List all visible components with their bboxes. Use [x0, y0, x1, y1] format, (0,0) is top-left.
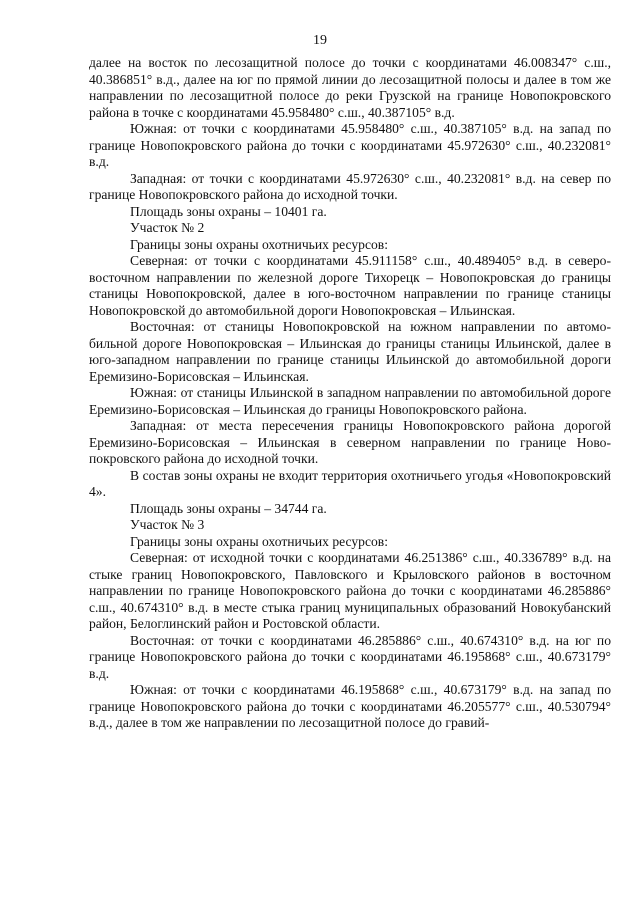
- paragraph-area-2: Площадь зоны охраны – 34744 га.: [130, 500, 327, 516]
- paragraph-south-boundary-2: Южная: от станицы Ильинской в западном направлении по автомобильной дороге Еремизино-Борисовская – Ильинская до границы Новопокровского района.: [89, 385, 611, 417]
- paragraph-boundaries-title-2: Границы зоны охраны охотничьих ресурсов:: [130, 236, 388, 252]
- paragraph-east-boundary-3: Восточная: от точки с координатами 46.285886° с.ш., 40.674310° в.д. на юг по границе Новопокровского района до точки с координатами 46.195868° с.ш., 40.673179° в.д.: [89, 632, 611, 681]
- paragraph-west-boundary-1: Западная: от точки с координатами 45.972630° с.ш., 40.232081° в.д. на север по границе Новопокровского района до исходной точки.: [89, 170, 611, 202]
- paragraph-exclusion-2: В состав зоны охраны не входит территория охотничьего угодья «Новопокровский 4».: [89, 467, 611, 499]
- section-heading-plot-2: Участок № 2: [130, 220, 205, 235]
- paragraph-continuation: далее на восток по лесозащитной полосе до точки с координатами 46.008347° с.ш., 40.386851° в.д., далее на юг по прямой линии до лесозащитной полосы и далее в том же направлении по лесозащитной полосе до реки Грузской на границе Новопокровского района в точке с координатами 45.958480° с.ш., 40.387105° в.д.: [89, 55, 611, 120]
- paragraph-south-boundary-1: Южная: от точки с координатами 45.958480° с.ш., 40.387105° в.д. на запад по границе Новопокровского района до точки с координатами 45.972630° с.ш., 40.232081° в.д.: [89, 121, 611, 169]
- paragraph-north-boundary-3: Северная: от исходной точки с координатами 46.251386° с.ш., 40.336789° в.д. на стыке границ Новопокровского, Павловского и Крыловского районов в восточном направлении по границе Новопокровского района до точки с координатами 46.285886° с.ш., 40.674310° в.д. в месте стыка границ муниципальных образований Новокубанский район, Белоглинский район и Ростовской области.: [89, 550, 611, 631]
- paragraph-east-boundary-2: Восточная: от станицы Новопокровской на южном направлении по автомобильной дороге Новопокровская – Ильинская до границы станицы Ильинской, далее в юго-западном направлении по границе станицы Ильинской до автомобильной дороги Еремизино-Борисовская – Ильинская.: [89, 319, 611, 384]
- paragraph-west-boundary-2: Западная: от места пересечения границы Новопокровского района дорогой Еремизино-Борисовская – Ильинская в северном направлении по границе Новопокровского района до исходной точки.: [89, 418, 611, 466]
- section-heading-plot-3: Участок № 3: [130, 517, 205, 532]
- paragraph-north-boundary-2: Северная: от точки с координатами 45.911158° с.ш., 40.489405° в.д. в северо-восточном направлении по железной дороге Тихорецк – Новопокровская до границы станицы Новопокровской, далее в юго-восточном направлении по границе станицы Новопокровской до автомобильной дороги Новопокровская – Ильинская.: [89, 253, 611, 318]
- paragraph-area-1: Площадь зоны охраны – 10401 га.: [130, 203, 327, 219]
- document-body: [89, 55, 611, 732]
- paragraph-south-boundary-3: Южная: от точки с координатами 46.195868° с.ш., 40.673179° в.д. на запад по границе Новопокровского района до точки с координатами 46.205577° с.ш., 40.530794° в.д., далее в том же направлении по лесозащитной полосе до гравий-: [89, 682, 611, 730]
- paragraph-boundaries-title-3: Границы зоны охраны охотничьих ресурсов:: [130, 533, 388, 549]
- page-number: 19: [313, 33, 327, 48]
